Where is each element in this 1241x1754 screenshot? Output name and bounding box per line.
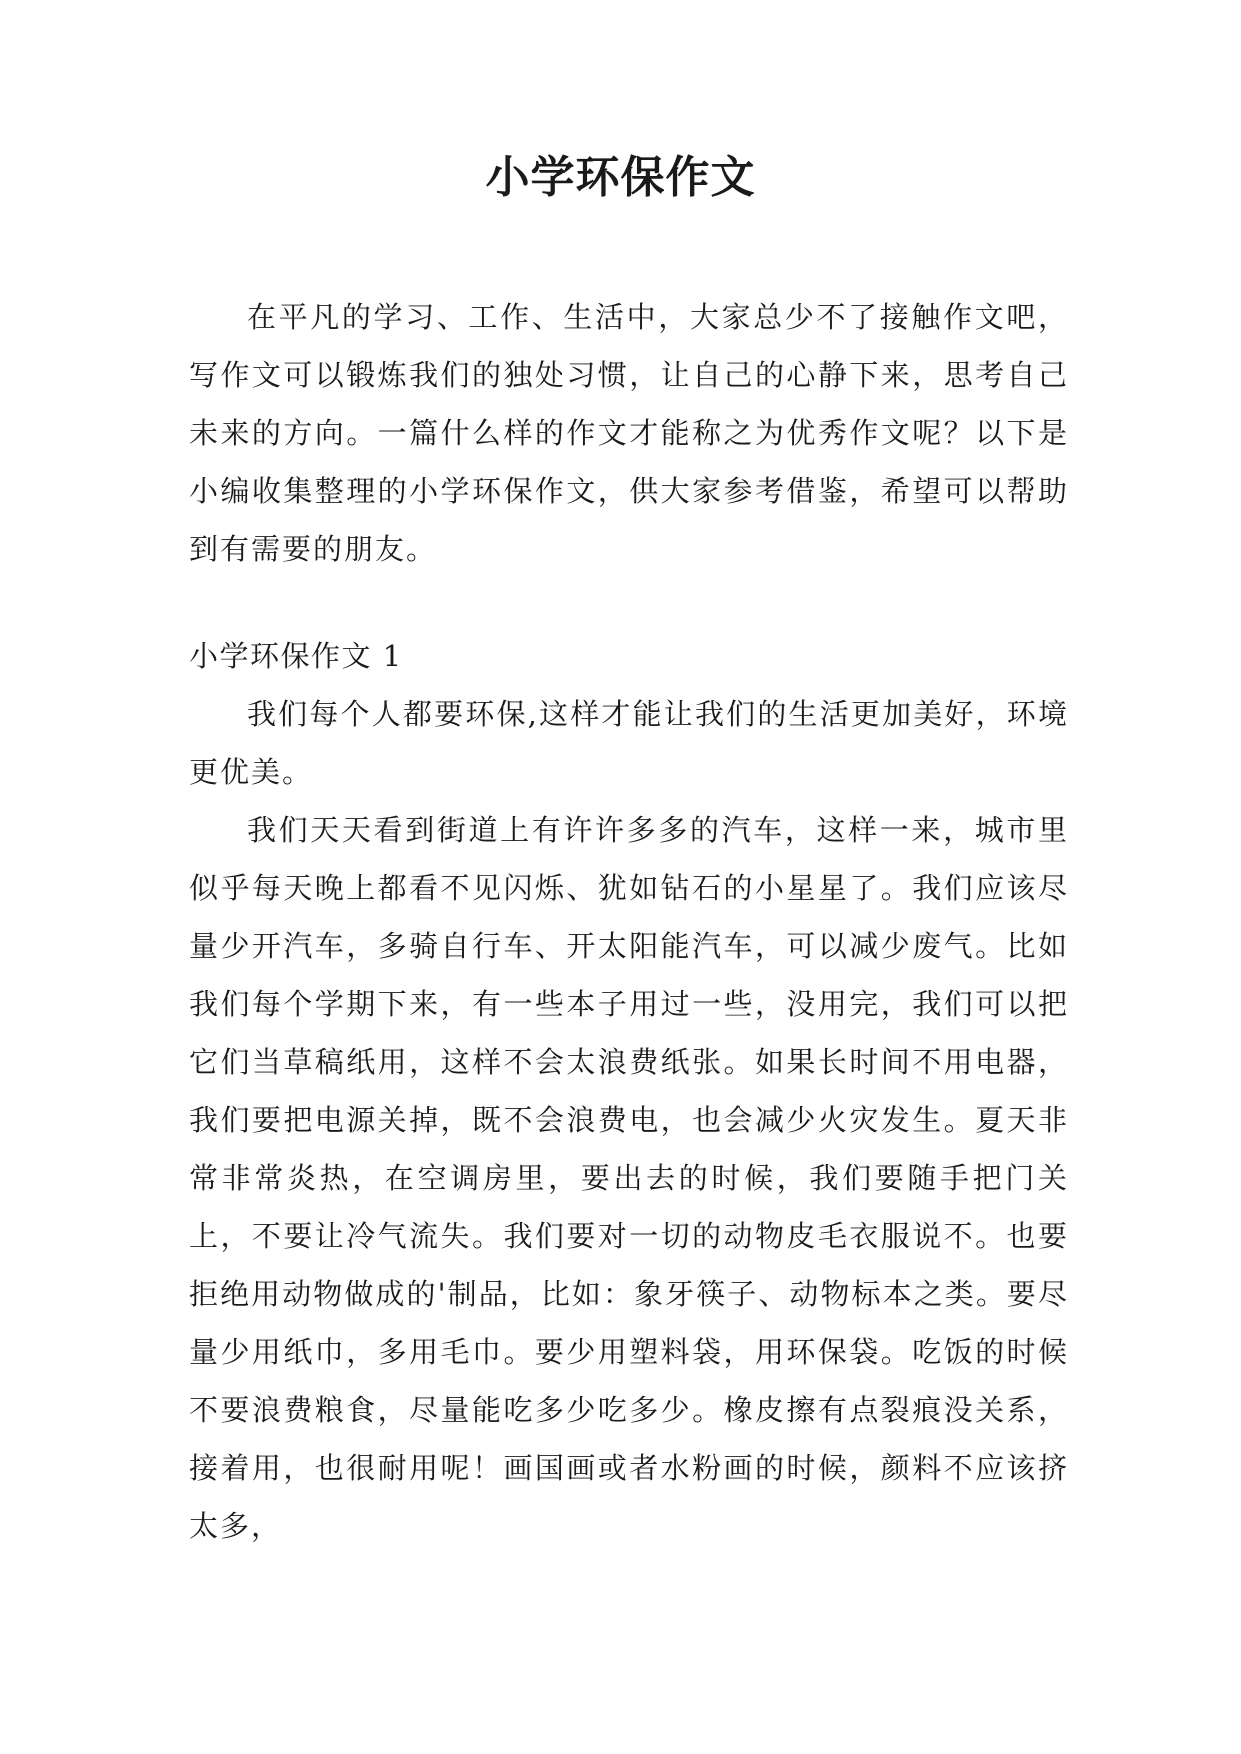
document-body — [189, 288, 1069, 1555]
body-paragraph: 我们天天看到街道上有许许多多的汽车，这样一来，城市里似乎每天晚上都看不见闪烁、犹如钻石的小星星了。我们应该尽量少开汽车，多骑自行车、开太阳能汽车，可以减少废气。比如我们每个学期下来，有一些本子用过一些，没用完，我们可以把它们当草稿纸用，这样不会太浪费纸张。如果长时间不用电器，我们要把电源关掉，既不会浪费电，也会减少火灾发生。夏天非常非常炎热，在空调房里，要出去的时候，我们要随手把门关上，不要让冷气流失。我们要对一切的动物皮毛衣服说不。也要拒绝用动物做成的'制品，比如：象牙筷子、动物标本之类。要尽量少用纸巾，多用毛巾。要少用塑料袋，用环保袋。吃饭的时候不要浪费粮食，尽量能吃多少吃多少。橡皮擦有点裂痕没关系，接着用，也很耐用呢！画国画或者水粉画的时候，颜料不应该挤太多， — [189, 813, 1069, 1543]
section-heading: 小学环保作文 1 — [189, 639, 403, 673]
intro-paragraph: 在平凡的学习、工作、生活中，大家总少不了接触作文吧，写作文可以锻炼我们的独处习惯，让自己的心静下来，思考自己未来的方向。一篇什么样的作文才能称之为优秀作文呢？以下是小编收集整理的小学环保作文，供大家参考借鉴，希望可以帮助到有需要的朋友。 — [189, 300, 1069, 566]
document-title: 小学环保作文 — [485, 152, 756, 203]
body-paragraph: 我们每个人都要环保,这样才能让我们的生活更加美好，环境更优美。 — [189, 697, 1069, 789]
essay-section-1 — [189, 627, 1069, 1555]
